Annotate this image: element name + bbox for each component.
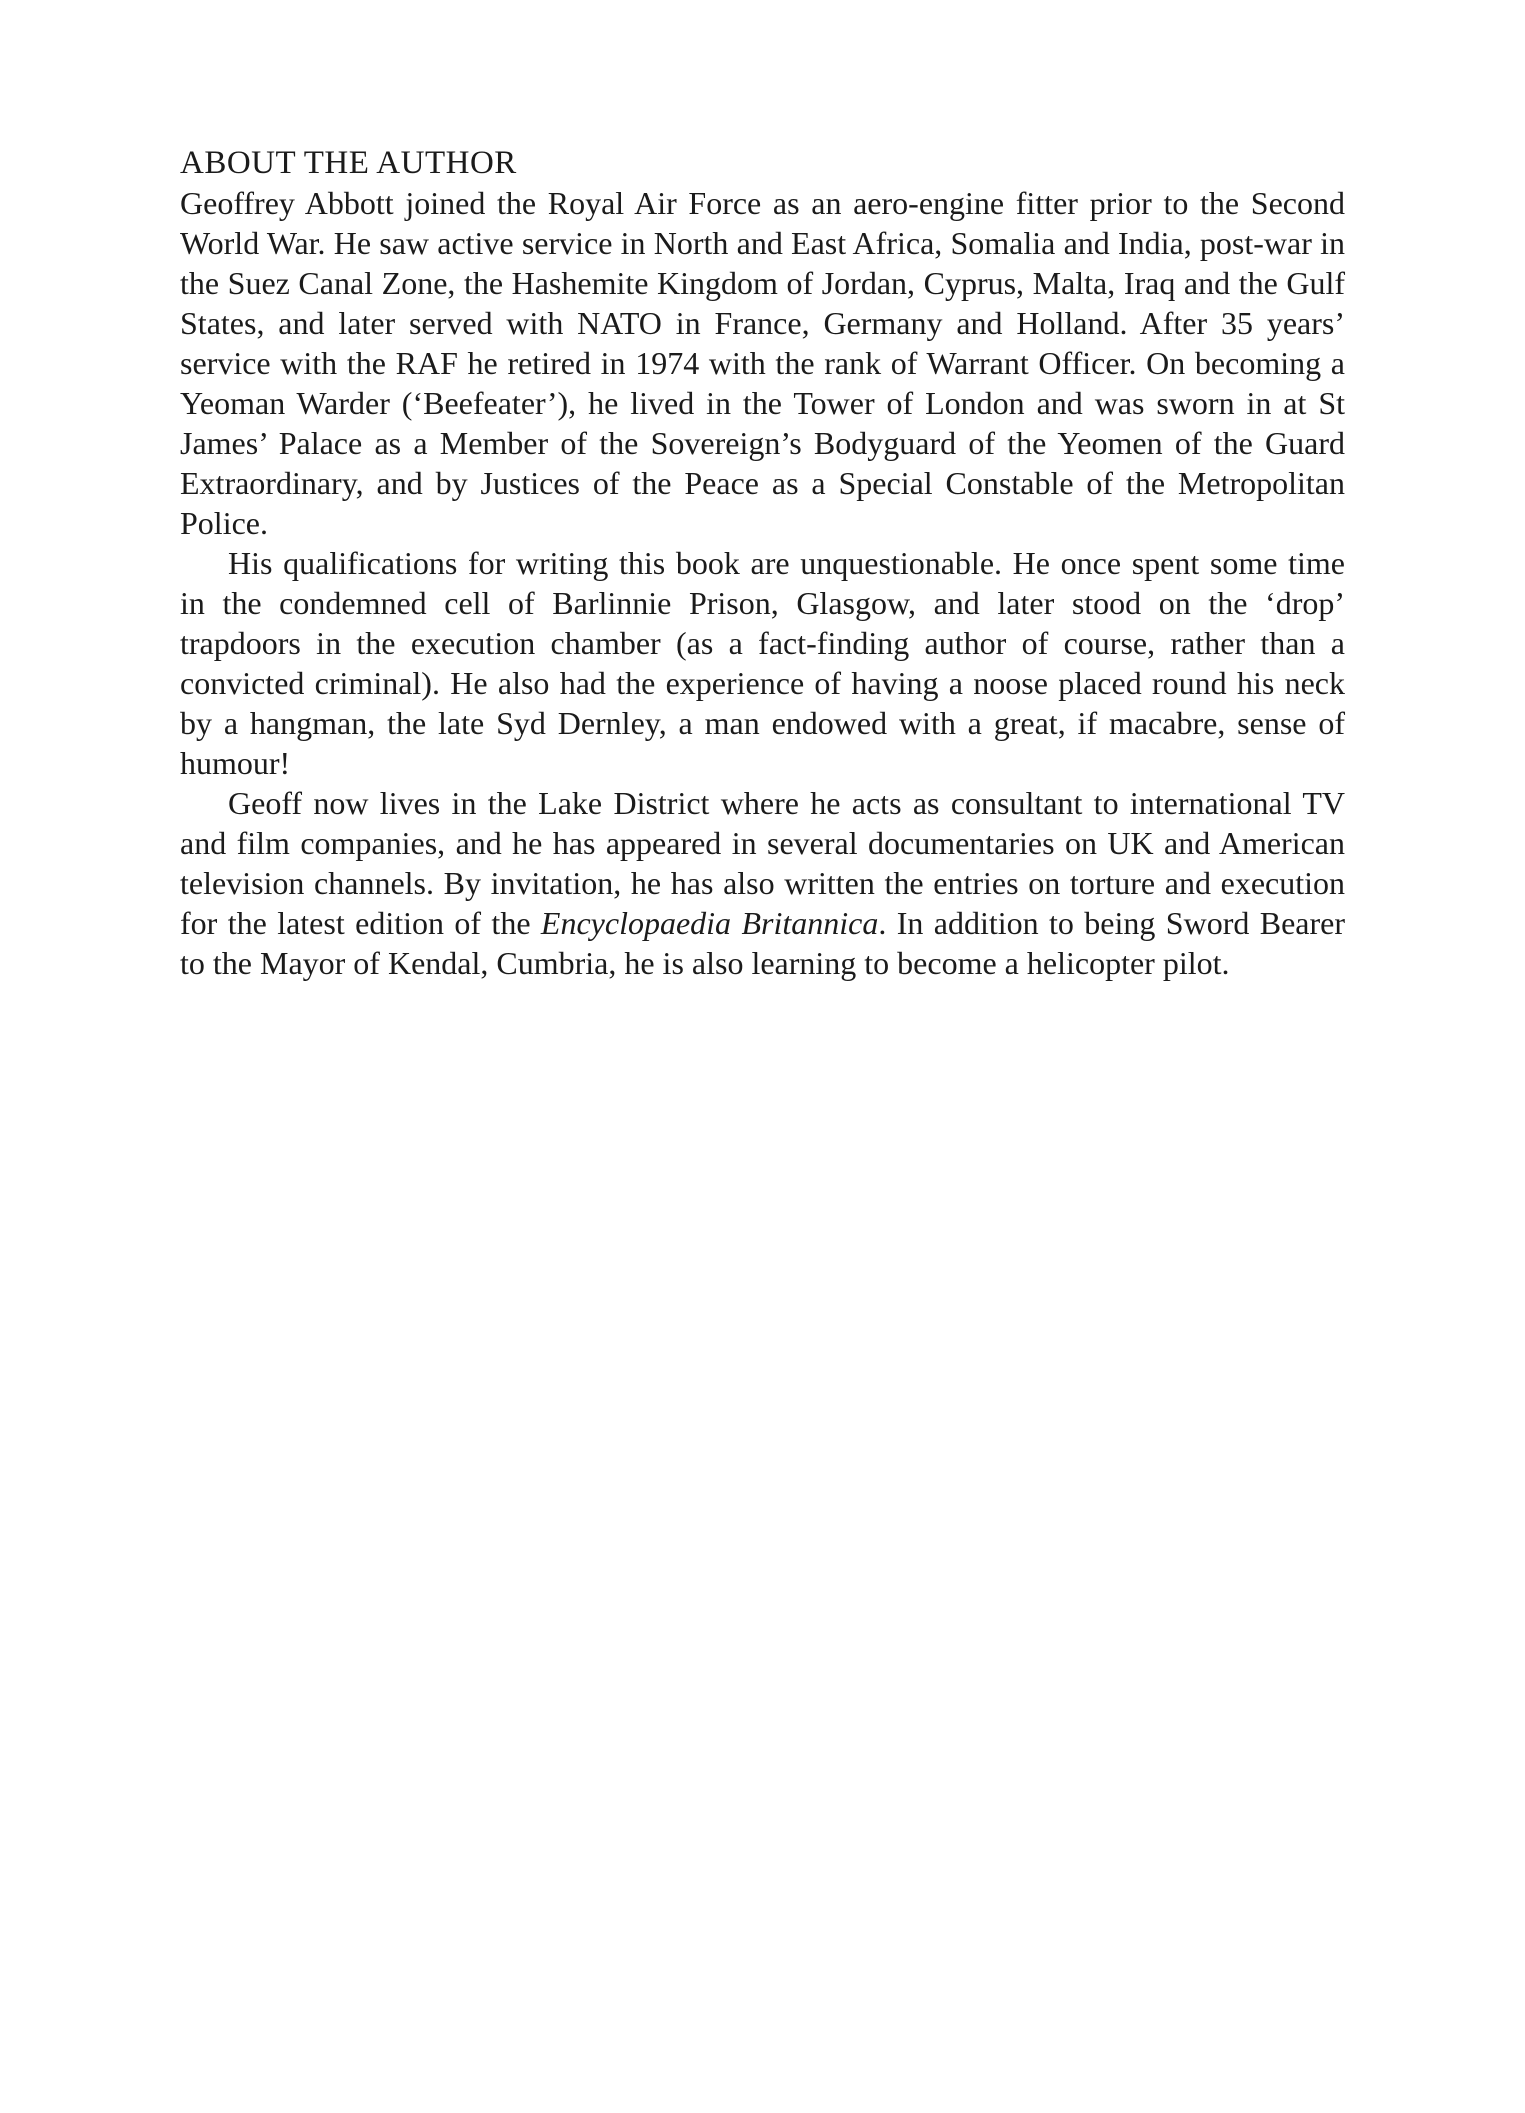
- paragraph-qualifications: [180, 543, 1345, 783]
- paragraph-text: . In addition to being Sword Bearer to the Mayor of Kendal, Cumbria, he is also learning to become a helicopter pilot.: [180, 905, 1345, 981]
- paragraph-text: His qualifications for writing this book are unquestionable. He once spent some time in the condemned cell of Barlinnie Prison, Glasgow, and later stood on the ‘drop’ trapdoors in the execution chamber (as a fact-finding author of course, rather than a convicted criminal). He also had the experience of having a noose placed round his neck by a hangman, the late Syd Dernley, a man endowed with a great, if macabre, sense of humour!: [180, 545, 1345, 781]
- section-heading: ABOUT THE AUTHOR: [180, 145, 517, 181]
- paragraph-author-bio: [180, 183, 1345, 543]
- paragraph-current-life: [180, 783, 1345, 983]
- paragraph-text: Geoff now lives in the Lake District where he acts as consultant to international TV and film companies, and he has appeared in several documentaries on UK and American television channels. By invitation, he has also written the entries on torture and execution for the latest edition of the: [180, 785, 1345, 941]
- paragraph-text: Geoffrey Abbott joined the Royal Air Force as an aero-engine fitter prior to the Second World War. He saw active service in North and East Africa, Somalia and India, post-war in the Suez Canal Zone, the Hashemite Kingdom of Jordan, Cyprus, Malta, Iraq and the Gulf States, and later served with NATO in France, Germany and Holland. After 35 years’ service with the RAF he retired in 1974 with the rank of Warrant Officer. On becoming a Yeoman Warder (‘Beefeater’), he lived in the Tower of London and was sworn in at St James’ Palace as a Member of the Sovereign’s Bodyguard of the Yeomen of the Guard Extraordinary, and by Justices of the Peace as a Special Constable of the Metropolitan Police.: [180, 185, 1345, 541]
- book-title-italic: Encyclopaedia Britannica: [540, 905, 879, 941]
